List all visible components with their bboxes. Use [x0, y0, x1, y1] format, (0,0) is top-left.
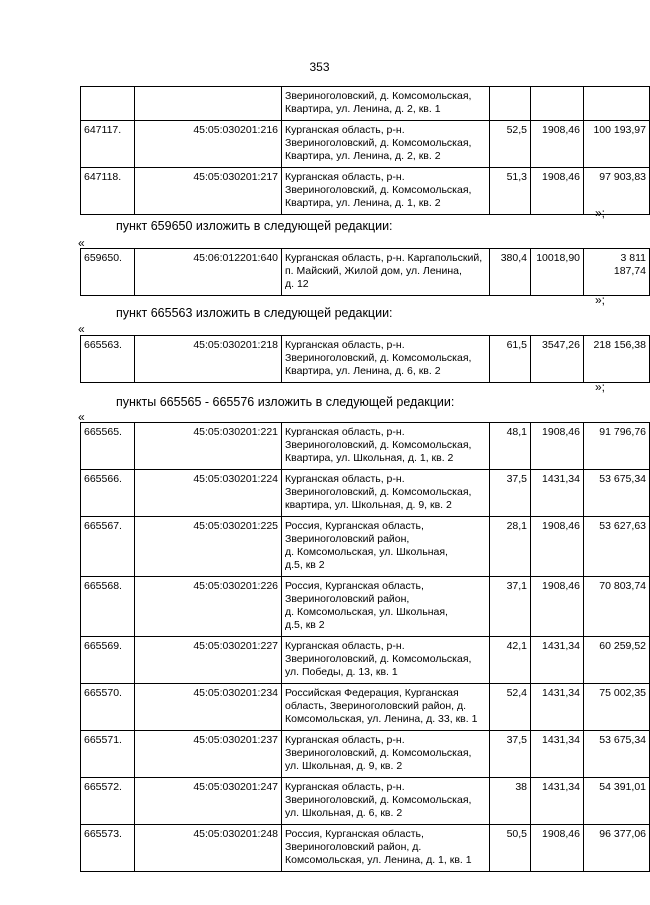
address-line: Звериноголовский, д. Комсомольская,: [285, 486, 472, 498]
area: 380,4: [490, 249, 531, 296]
row-number: 647118.: [81, 168, 135, 215]
address-line: д. Комсомольская, ул. Школьная,: [285, 546, 448, 558]
address-line: Звериноголовский, д. Комсомольская,: [285, 439, 472, 451]
address-line: Звериноголовский район,: [285, 593, 410, 605]
address: [282, 637, 490, 684]
rate: [531, 87, 584, 121]
address-line: Комсомольская, ул. Ленина, д. 33, кв. 1: [285, 713, 478, 725]
row-number: 665571.: [81, 731, 135, 778]
cadastral-value: 53 675,34: [584, 470, 650, 517]
table-row: [81, 470, 650, 517]
area: 50,5: [490, 825, 531, 872]
rate: 1431,34: [531, 731, 584, 778]
address-line: Курганская область, р-н.: [285, 734, 405, 746]
address-line: д.5, кв 2: [285, 559, 325, 571]
area: 52,5: [490, 121, 531, 168]
row-number: 665567.: [81, 517, 135, 577]
opening-quote: «: [78, 410, 85, 424]
cadastral-value: 218 156,38: [584, 336, 650, 383]
address-line: Курганская область, р-н. Каргапольский,: [285, 252, 483, 264]
address-line: Россия, Курганская область,: [285, 828, 424, 840]
cadastral-value: 60 259,52: [584, 637, 650, 684]
address-line: Россия, Курганская область,: [285, 520, 424, 532]
address-line: Звериноголовский, д. Комсомольская,: [285, 794, 472, 806]
address-line: п. Майский, Жилой дом, ул. Ленина,: [285, 265, 462, 277]
row-number: [81, 87, 135, 121]
address-line: Курганская область, р-н.: [285, 781, 405, 793]
area: 52,4: [490, 684, 531, 731]
cadastral-value: 70 803,74: [584, 577, 650, 637]
area: 51,3: [490, 168, 531, 215]
registry-table-2: [80, 248, 650, 296]
cadastral-number: 45:05:030201:227: [135, 637, 282, 684]
address: [282, 684, 490, 731]
closing-quote: »;: [595, 380, 606, 394]
address-line: Звериноголовский, д. Комсомольская,: [285, 184, 472, 196]
table-row: [81, 825, 650, 872]
address-line: Квартира, ул. Школьная, д. 1, кв. 2: [285, 452, 454, 464]
address-line: Курганская область, р-н.: [285, 124, 405, 136]
cadastral-value: 54 391,01: [584, 778, 650, 825]
address-line: Звериноголовский, д. Комсомольская,: [285, 653, 472, 665]
table-row: [81, 637, 650, 684]
address-line: ул. Школьная, д. 6, кв. 2: [285, 807, 403, 819]
table-row: [81, 577, 650, 637]
rate: 1431,34: [531, 637, 584, 684]
instruction-text-2: пункт 665563 изложить в следующей редакции:: [116, 306, 393, 320]
area: 48,1: [490, 423, 531, 470]
area: 61,5: [490, 336, 531, 383]
address-line: область, Звериноголовский район, д.: [285, 700, 467, 712]
area: 42,1: [490, 637, 531, 684]
table-row: [81, 168, 650, 215]
row-number: 665572.: [81, 778, 135, 825]
cadastral-value: 96 377,06: [584, 825, 650, 872]
instruction-text-1: пункт 659650 изложить в следующей редакции:: [116, 219, 393, 233]
cadastral-value: 100 193,97: [584, 121, 650, 168]
address: [282, 121, 490, 168]
table-row: [81, 87, 650, 121]
instruction-text-3: пункты 665565 - 665576 изложить в следующей редакции:: [116, 395, 455, 409]
page-number: 353: [309, 60, 330, 74]
address-line: Квартира, ул. Ленина, д. 2, кв. 1: [285, 103, 441, 115]
address-line: д.5, кв 2: [285, 619, 325, 631]
address-line: Звериноголовский, д. Комсомольская,: [285, 747, 472, 759]
cadastral-number: 45:05:030201:221: [135, 423, 282, 470]
address: [282, 423, 490, 470]
address-line: Курганская область, р-н.: [285, 640, 405, 652]
rate: 1908,46: [531, 121, 584, 168]
cadastral-number: 45:05:030201:247: [135, 778, 282, 825]
row-number: 665565.: [81, 423, 135, 470]
area: 38: [490, 778, 531, 825]
cadastral-value: 3 811 187,74: [584, 249, 650, 296]
table-row: [81, 249, 650, 296]
opening-quote: «: [78, 236, 85, 250]
address-line: ул. Школьная, д. 9, кв. 2: [285, 760, 403, 772]
row-number: 665573.: [81, 825, 135, 872]
rate: 1908,46: [531, 168, 584, 215]
address-line: Российская Федерация, Курганская: [285, 687, 459, 699]
rate: 1431,34: [531, 684, 584, 731]
address: [282, 731, 490, 778]
address: [282, 825, 490, 872]
address-line: д. 12: [285, 278, 309, 290]
address-line: Курганская область, р-н.: [285, 171, 405, 183]
area: 37,1: [490, 577, 531, 637]
rate: 1908,46: [531, 825, 584, 872]
rate: 3547,26: [531, 336, 584, 383]
row-number: 665566.: [81, 470, 135, 517]
row-number: 665568.: [81, 577, 135, 637]
cadastral-number: 45:06:012201:640: [135, 249, 282, 296]
cadastral-number: 45:05:030201:217: [135, 168, 282, 215]
table-row: [81, 121, 650, 168]
table-row: [81, 517, 650, 577]
cadastral-value: 53 627,63: [584, 517, 650, 577]
address-line: Квартира, ул. Ленина, д. 6, кв. 2: [285, 365, 441, 377]
address: [282, 577, 490, 637]
address: [282, 249, 490, 296]
table-row: [81, 336, 650, 383]
address: [282, 336, 490, 383]
cadastral-number: [135, 87, 282, 121]
address-line: Россия, Курганская область,: [285, 580, 424, 592]
opening-quote: «: [78, 322, 85, 336]
table-row: [81, 731, 650, 778]
address-line: Звериноголовский район,: [285, 533, 410, 545]
area: [490, 87, 531, 121]
cadastral-number: 45:05:030201:226: [135, 577, 282, 637]
cadastral-value: 97 903,83: [584, 168, 650, 215]
cadastral-number: 45:05:030201:234: [135, 684, 282, 731]
rate: 10018,90: [531, 249, 584, 296]
address-line: Звериноголовский район, д.: [285, 841, 422, 853]
cadastral-number: 45:05:030201:225: [135, 517, 282, 577]
area: 37,5: [490, 731, 531, 778]
area: 28,1: [490, 517, 531, 577]
cadastral-number: 45:05:030201:218: [135, 336, 282, 383]
row-number: 665563.: [81, 336, 135, 383]
cadastral-number: 45:05:030201:237: [135, 731, 282, 778]
rate: 1908,46: [531, 577, 584, 637]
address-line: Звериноголовский, д. Комсомольская,: [285, 137, 472, 149]
address: [282, 168, 490, 215]
address: [282, 87, 490, 121]
address-line: квартира, ул. Школьная, д. 9, кв. 2: [285, 499, 452, 511]
address-line: Квартира, ул. Ленина, д. 1, кв. 2: [285, 197, 441, 209]
row-number: 665569.: [81, 637, 135, 684]
address: [282, 778, 490, 825]
closing-quote: »;: [595, 293, 606, 307]
address: [282, 517, 490, 577]
rate: 1908,46: [531, 517, 584, 577]
address-line: Квартира, ул. Ленина, д. 2, кв. 2: [285, 150, 441, 162]
address-line: Курганская область, р-н.: [285, 339, 405, 351]
registry-table-3: [80, 335, 650, 383]
row-number: 647117.: [81, 121, 135, 168]
address-line: Курганская область, р-н.: [285, 426, 405, 438]
address-line: д. Комсомольская, ул. Школьная,: [285, 606, 448, 618]
cadastral-value: 91 796,76: [584, 423, 650, 470]
rate: 1431,34: [531, 778, 584, 825]
cadastral-number: 45:05:030201:224: [135, 470, 282, 517]
address-line: Комсомольская, ул. Ленина, д. 1, кв. 1: [285, 854, 472, 866]
area: 37,5: [490, 470, 531, 517]
address-line: Курганская область, р-н.: [285, 473, 405, 485]
registry-table-4: [80, 422, 650, 872]
address: [282, 470, 490, 517]
cadastral-value: 53 675,34: [584, 731, 650, 778]
rate: 1431,34: [531, 470, 584, 517]
address-line: Звериноголовский, д. Комсомольская,: [285, 352, 472, 364]
cadastral-value: [584, 87, 650, 121]
closing-quote: »;: [595, 206, 606, 220]
rate: 1908,46: [531, 423, 584, 470]
row-number: 659650.: [81, 249, 135, 296]
row-number: 665570.: [81, 684, 135, 731]
table-row: [81, 684, 650, 731]
cadastral-number: 45:05:030201:216: [135, 121, 282, 168]
cadastral-number: 45:05:030201:248: [135, 825, 282, 872]
address-line: ул. Победы, д. 13, кв. 1: [285, 666, 398, 678]
address-line: Звериноголовский, д. Комсомольская,: [285, 90, 472, 102]
registry-table-1: [80, 86, 650, 215]
table-row: [81, 423, 650, 470]
table-row: [81, 778, 650, 825]
cadastral-value: 75 002,35: [584, 684, 650, 731]
